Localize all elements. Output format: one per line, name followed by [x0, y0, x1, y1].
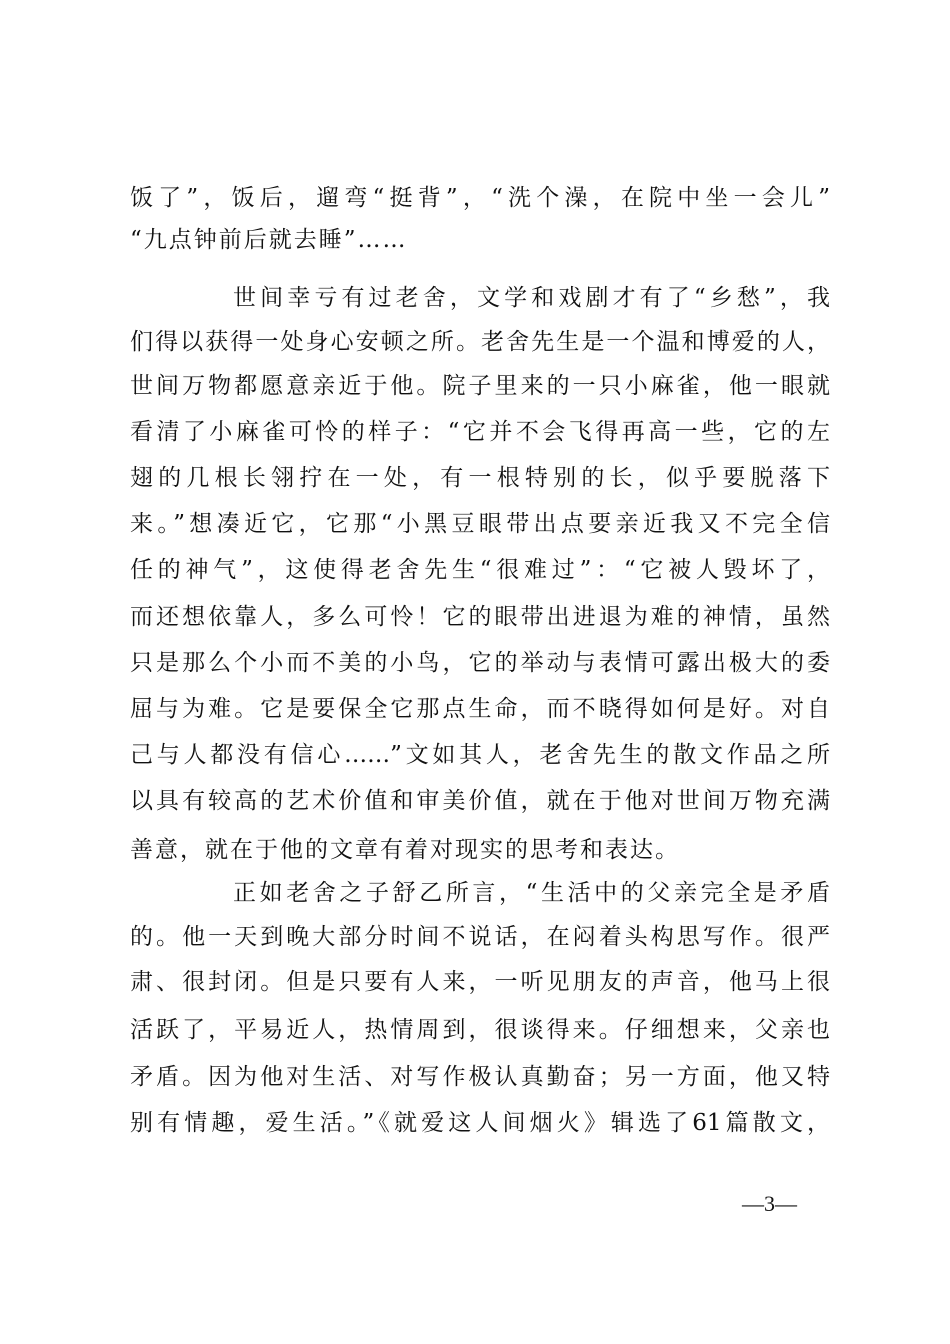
text-line: 饭了”，饭后，遛弯“挺背”，“洗个澡，在院中坐一会儿” [130, 185, 830, 211]
text-line: 世间万物都愿意亲近于他。院子里来的一只小麻雀，他一眼就 [130, 373, 830, 399]
text-line: 善意，就在于他的文章有着对现实的思考和表达。 [130, 837, 680, 863]
text-line: 翅的几根长翎拧在一处，有一根特别的长，似乎要脱落下 [130, 465, 830, 491]
text-line: 来。”想凑近它，它那“小黑豆眼带出点要亲近我又不完全信 [130, 511, 830, 537]
text-line: “九点钟前后就去睡”…… [130, 227, 408, 253]
text-line: 别有情趣，爱生活。”《就爱这人间烟火》辑选了61篇散文， [130, 1110, 830, 1136]
text-line: 己与人都没有信心……”文如其人，老舍先生的散文作品之所 [130, 742, 830, 768]
text-line: 屈与为难。它是要保全它那点生命，而不晓得如何是好。对自 [130, 696, 830, 722]
text-line: 肃、很封闭。但是只要有人来，一听见朋友的声音，他马上很 [130, 969, 830, 995]
text-line: 只是那么个小而不美的小鸟，它的举动与表情可露出极大的委 [130, 650, 830, 676]
page-number: —3— [742, 1191, 797, 1216]
text-line: 活跃了，平易近人，热情周到，很谈得来。仔细想来，父亲也 [130, 1017, 830, 1043]
text-line: 矛盾。因为他对生活、对写作极认真勤奋；另一方面，他又特 [130, 1064, 830, 1090]
text-line: 而还想依靠人，多么可怜！它的眼带出进退为难的神情，虽然 [130, 604, 830, 630]
text-line: 的。他一天到晚大部分时间不说话，在闷着头构思写作。很严 [130, 924, 830, 950]
text-line: 以具有较高的艺术价值和审美价值，就在于他对世间万物充满 [130, 788, 830, 814]
text-line: 们得以获得一处身心安顿之所。老舍先生是一个温和博爱的人， [130, 329, 830, 355]
paragraph-start-line: 世间幸亏有过老舍，文学和戏剧才有了“乡愁”，我 [233, 285, 830, 311]
paragraph-start-line: 正如老舍之子舒乙所言，“生活中的父亲完全是矛盾 [233, 880, 830, 906]
text-line: 任的神气”，这使得老舍先生“很难过”：“它被人毁坏了， [130, 557, 830, 583]
text-line: 看清了小麻雀可怜的样子：“它并不会飞得再高一些，它的左 [130, 419, 830, 445]
